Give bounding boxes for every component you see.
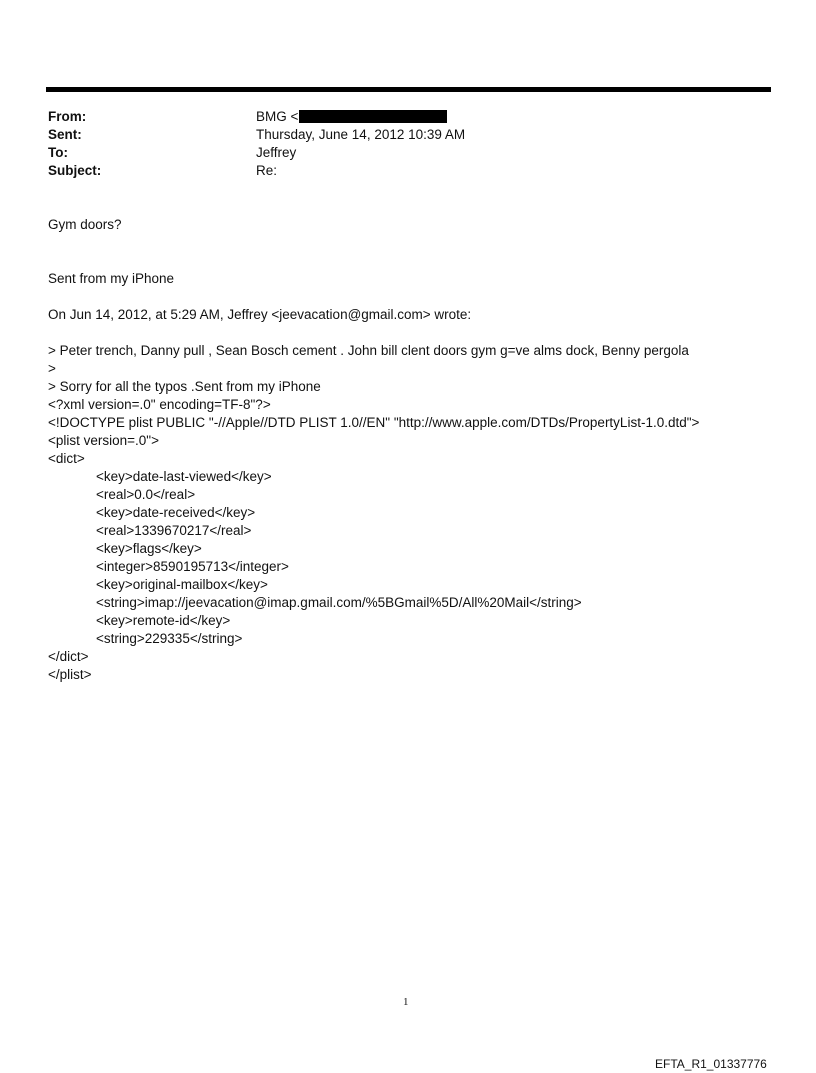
body-line: <key>date-received</key> <box>96 505 256 520</box>
body-line: <string>229335</string> <box>96 631 243 646</box>
body-line: </plist> <box>48 667 92 682</box>
body-line: <!DOCTYPE plist PUBLIC "-//Apple//DTD PLIST 1.0//EN" "http://www.apple.com/DTDs/PropertyList-1.0.dtd"> <box>48 415 700 430</box>
from-value <box>256 109 447 124</box>
body-line: <string>imap://jeevacation@imap.gmail.com/%5BGmail%5D/All%20Mail</string> <box>96 595 582 610</box>
body-line: Sent from my iPhone <box>48 271 175 286</box>
body-line: Gym doors? <box>48 217 122 232</box>
sent-value: Thursday, June 14, 2012 10:39 AM <box>256 127 466 142</box>
body-line: <key>remote-id</key> <box>96 613 231 628</box>
body-line: On Jun 14, 2012, at 5:29 AM, Jeffrey <jeevacation@gmail.com> wrote: <box>48 307 472 322</box>
redaction-box <box>299 110 447 123</box>
from-sender-text: BMG < <box>256 109 299 124</box>
body-line: > <box>48 361 56 376</box>
page-number: 1 <box>403 996 409 1008</box>
sent-label: Sent: <box>48 127 82 142</box>
body-line: <key>date-last-viewed</key> <box>96 469 272 484</box>
body-line: > Sorry for all the typos .Sent from my iPhone <box>48 379 321 394</box>
body-line: <plist version=.0"> <box>48 433 159 448</box>
body-line: > Peter trench, Danny pull , Sean Bosch cement . John bill clent doors gym g=ve alms dock, Benny pergola <box>48 343 689 358</box>
body-line: </dict> <box>48 649 89 664</box>
document-id: EFTA_R1_01337776 <box>655 1057 767 1071</box>
from-label: From: <box>48 109 87 124</box>
subject-value: Re: <box>256 163 278 178</box>
body-line: <key>original-mailbox</key> <box>96 577 268 592</box>
subject-label: Subject: <box>48 163 102 178</box>
body-line: <integer>8590195713</integer> <box>96 559 289 574</box>
header-rule <box>46 87 771 92</box>
to-label: To: <box>48 145 68 160</box>
body-line: <dict> <box>48 451 85 466</box>
to-value: Jeffrey <box>256 145 297 160</box>
body-line: <real>1339670217</real> <box>96 523 252 538</box>
body-line: <real>0.0</real> <box>96 487 196 502</box>
body-line: <key>flags</key> <box>96 541 202 556</box>
body-line: <?xml version=.0" encoding=TF-8"?> <box>48 397 271 412</box>
